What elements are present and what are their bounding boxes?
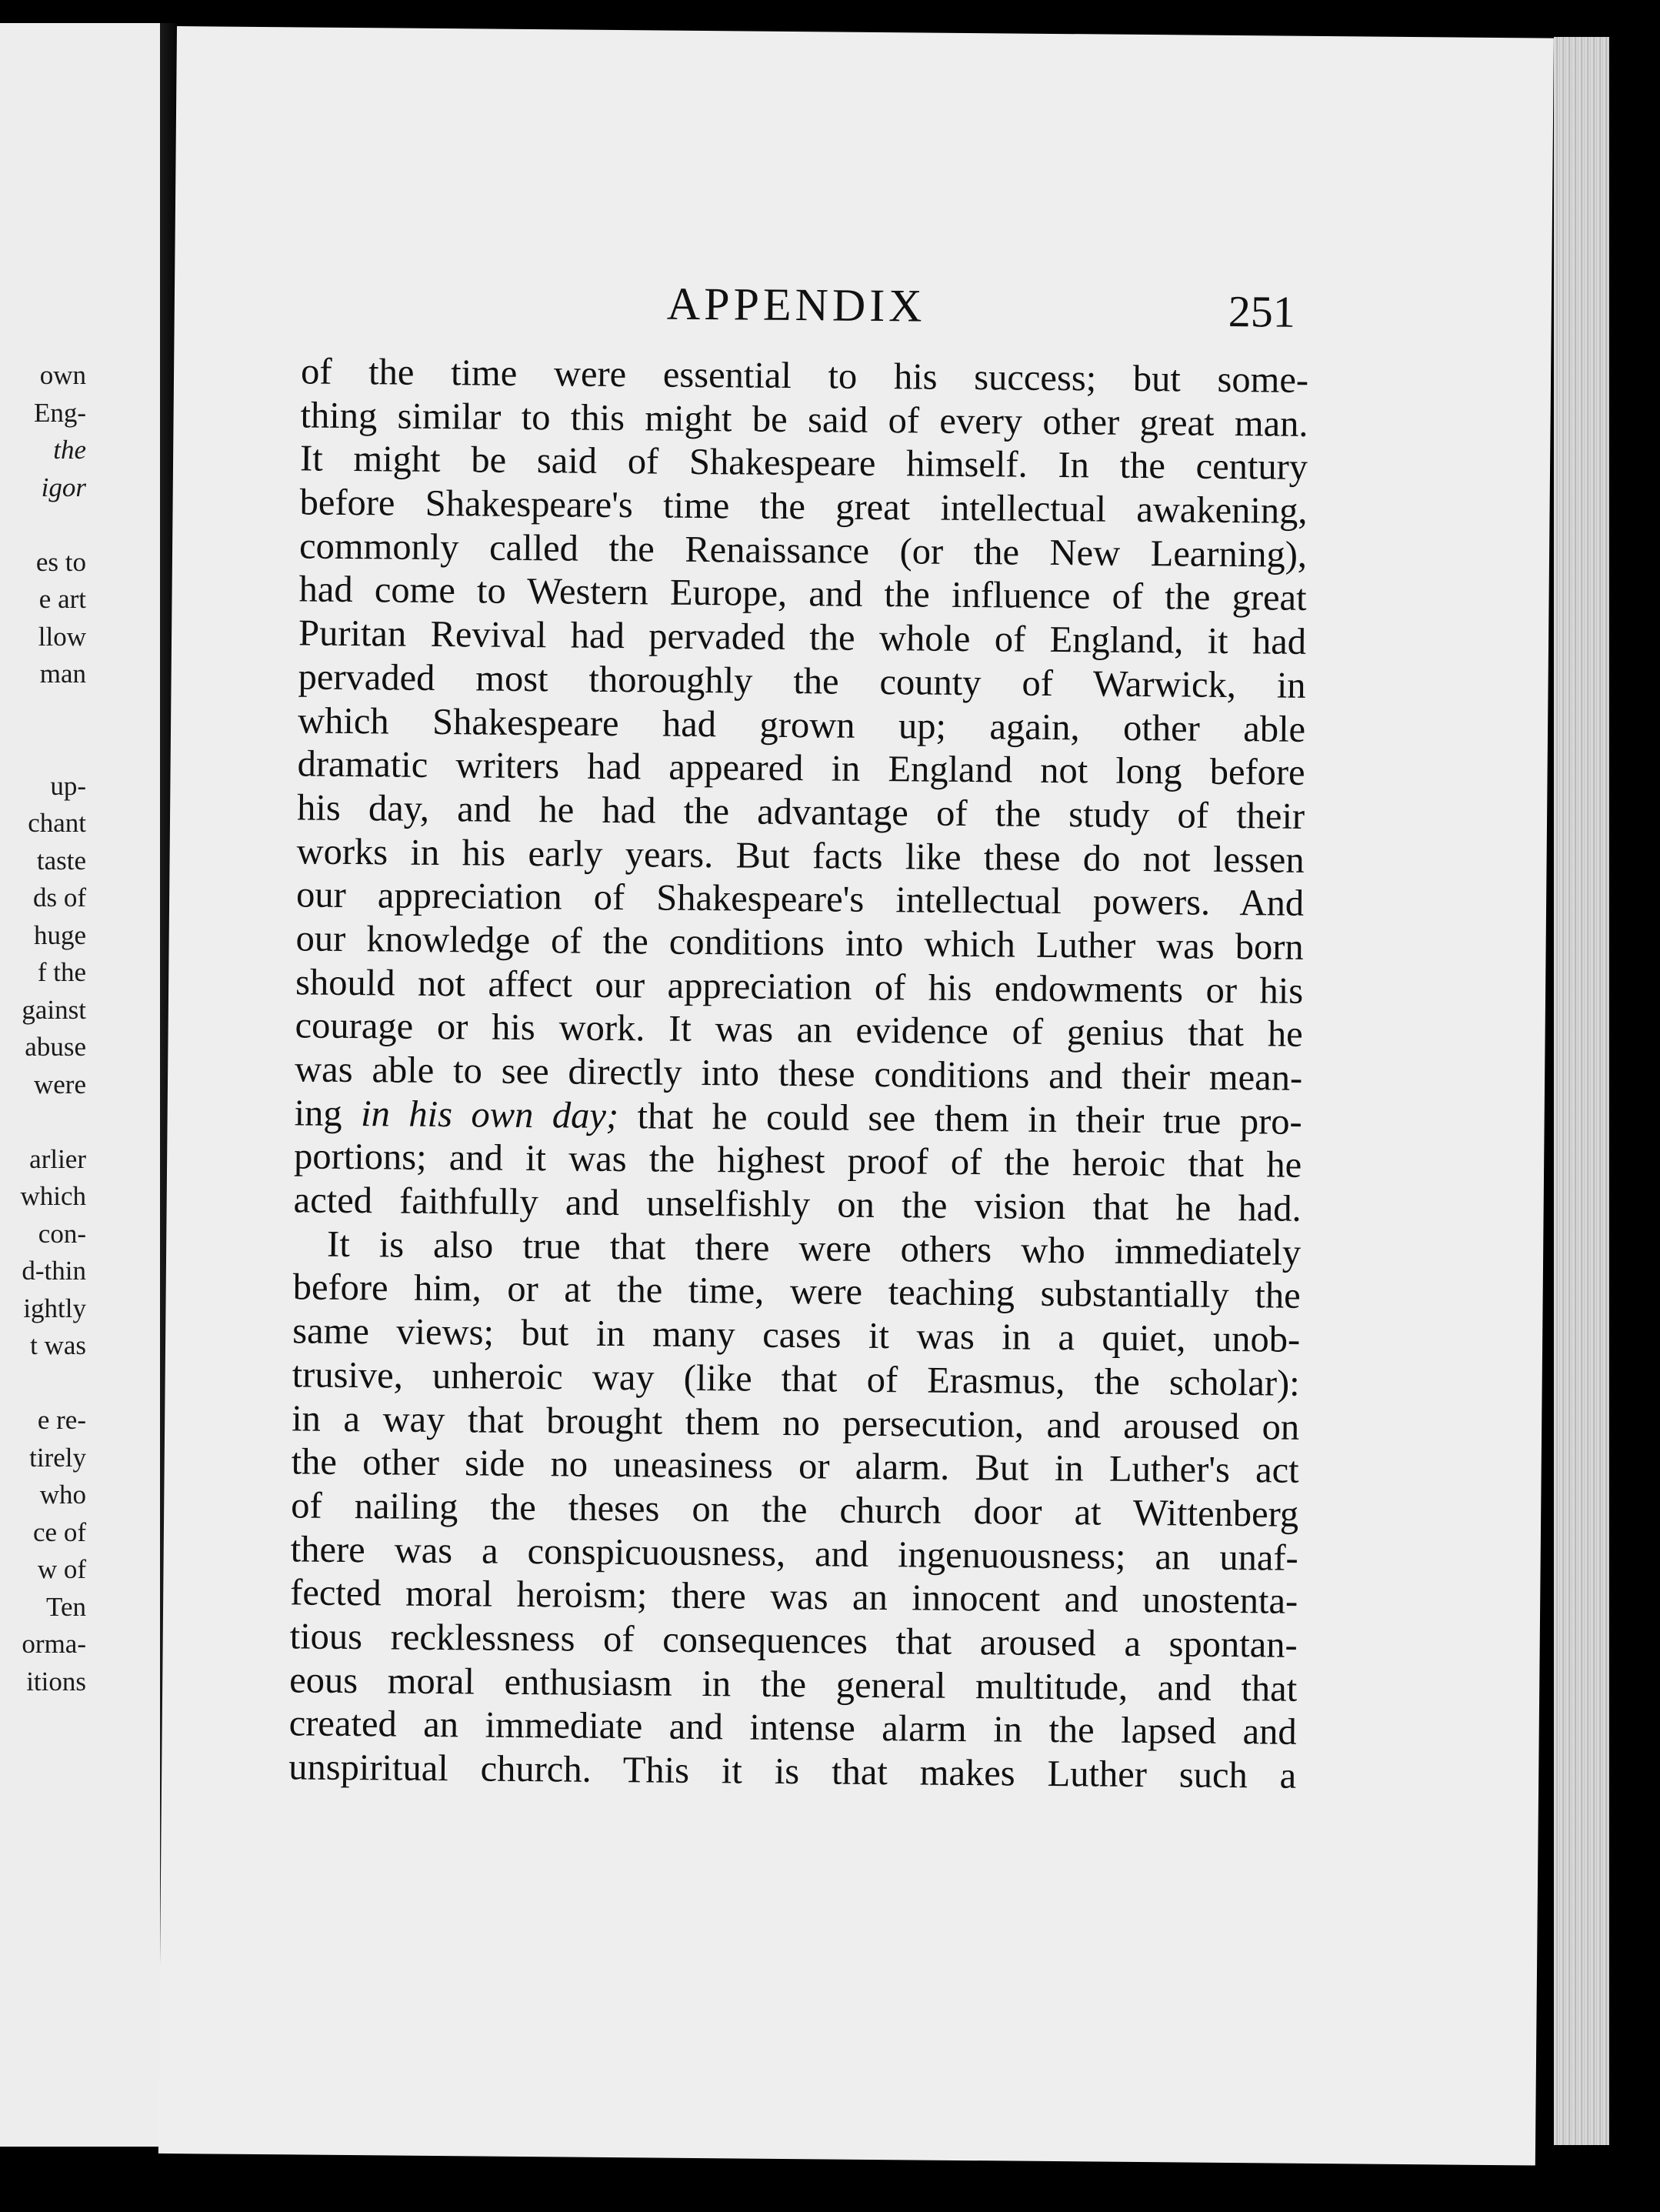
page-number: 251 [1228, 285, 1296, 337]
left-page-fragment: taste [36, 845, 86, 876]
text-line: unspiritual church. This it is that makes Luther such a [288, 1747, 1297, 1797]
left-page-fragment: Eng- [33, 397, 86, 428]
text-line: same views; but in many cases it was in a quiet, unob- [292, 1310, 1301, 1360]
left-page-fragment: f the [37, 957, 86, 987]
italic-phrase: in his own day; [360, 1093, 619, 1136]
left-page-fragment: d-thin [22, 1256, 86, 1286]
text-line: the other side no uneasiness or alarm. But in Luther's act [291, 1441, 1299, 1491]
text-line: fected moral heroism; there was an innocent and unostenta- [290, 1572, 1298, 1623]
left-page-fragment: gainst [22, 994, 86, 1025]
page-edges [1554, 37, 1609, 2145]
left-page-fragment: Ten [46, 1591, 86, 1622]
text-line: It is also true that there were others who immediately [326, 1223, 1302, 1273]
text-line: should not affect our appreciation of his endowments or his [295, 962, 1304, 1012]
text-line: eous moral enthusiasm in the general multitude, and that [289, 1659, 1298, 1710]
left-page-fragment: were [33, 1069, 86, 1099]
text-line: thing similar to this might be said of every other great man. [300, 395, 1308, 445]
left-page-fragment: e re- [37, 1405, 86, 1435]
running-header-title: APPENDIX [666, 278, 926, 332]
left-page-text-fragments [0, 23, 86, 2147]
left-page-fragment: igor [41, 472, 86, 502]
text-line: was able to see directly into these conditions and their mean- [294, 1049, 1303, 1099]
text-line: commonly called the Renaissance (or the New Learning), [298, 525, 1308, 576]
left-page-fragment: tirely [29, 1442, 86, 1473]
text-line: of the time were essential to his success; but some- [300, 351, 1309, 401]
left-page-fragment: e art [38, 584, 86, 614]
left-page-fragment: abuse [25, 1032, 86, 1062]
left-page-fragment: huge [33, 919, 86, 950]
left-page-fragment: itions [26, 1666, 86, 1697]
text-line: portions; and it was the highest proof of the heroic that he [293, 1136, 1302, 1186]
text-line: his day, and he had the advantage of the study of their [296, 787, 1305, 837]
left-page-fragment: ds of [32, 882, 86, 912]
left-page-fragment: ce of [33, 1516, 86, 1547]
left-page-fragment: arlier [29, 1143, 86, 1174]
body-text [288, 350, 1308, 1798]
text-line: dramatic writers had appeared in England not long before [297, 743, 1305, 794]
left-page-fragment: who [39, 1480, 86, 1510]
text-line: It might be said of Shakespeare himself. In the century [299, 438, 1308, 489]
left-page-fragment: w of [37, 1554, 86, 1584]
left-page-fragment: own [39, 360, 86, 390]
text-line: which Shakespeare had grown up; again, other able [297, 699, 1306, 750]
text-line: created an immediate and intense alarm in the lapsed and [288, 1703, 1297, 1753]
text-line: acted faithfully and unselfishly on the vision that he had. [293, 1179, 1302, 1229]
text-line: of nailing the theses on the church door at Wittenberg [290, 1485, 1299, 1535]
left-facing-page [0, 23, 160, 2147]
left-page-fragment: orma- [22, 1629, 86, 1659]
text-line: our knowledge of the conditions into which Luther was born [295, 918, 1304, 968]
text-line: had come to Western Europe, and the influence of the great [298, 569, 1307, 619]
text-line: courage or his work. It was an evidence of genius that he [295, 1005, 1303, 1056]
text-line: pervaded most thoroughly the county of Warwick, in [298, 656, 1306, 706]
left-page-fragment: t was [30, 1330, 86, 1360]
text-line: Puritan Revival had pervaded the whole of England, it had [298, 612, 1307, 662]
left-page-fragment: which [20, 1181, 86, 1211]
left-page-fragment: es to [35, 546, 86, 577]
left-page-fragment: the [53, 435, 86, 465]
left-page-fragment: ightly [23, 1293, 86, 1323]
text-run: ing [294, 1093, 362, 1134]
text-line: before him, or at the time, were teaching substantially the [292, 1266, 1301, 1317]
left-page-fragment: chant [28, 808, 86, 838]
left-page-fragment: man [39, 659, 86, 689]
text-line: works in his early years. But facts like these do not lessen [296, 830, 1305, 881]
text-line: tious recklessness of consequences that aroused a spontan- [289, 1616, 1298, 1666]
text-run: that he could see them in their true pro- [618, 1095, 1302, 1143]
text-line: trusive, unheroic way (like that of Erasmus, the scholar): [292, 1354, 1300, 1404]
text-line: before Shakespeare's time the great intellectual awakening, [299, 482, 1308, 532]
left-page-fragment: llow [38, 621, 86, 652]
text-line: there was a conspicuousness, and ingenuousness; an unaf- [290, 1528, 1298, 1579]
main-page [158, 26, 1554, 2166]
left-page-fragment: up- [50, 770, 86, 801]
left-page-fragment: con- [38, 1218, 86, 1249]
text-line: our appreciation of Shakespeare's intellectual powers. And [295, 874, 1305, 925]
text-line: in a way that brought them no persecution, and aroused on [291, 1397, 1300, 1448]
